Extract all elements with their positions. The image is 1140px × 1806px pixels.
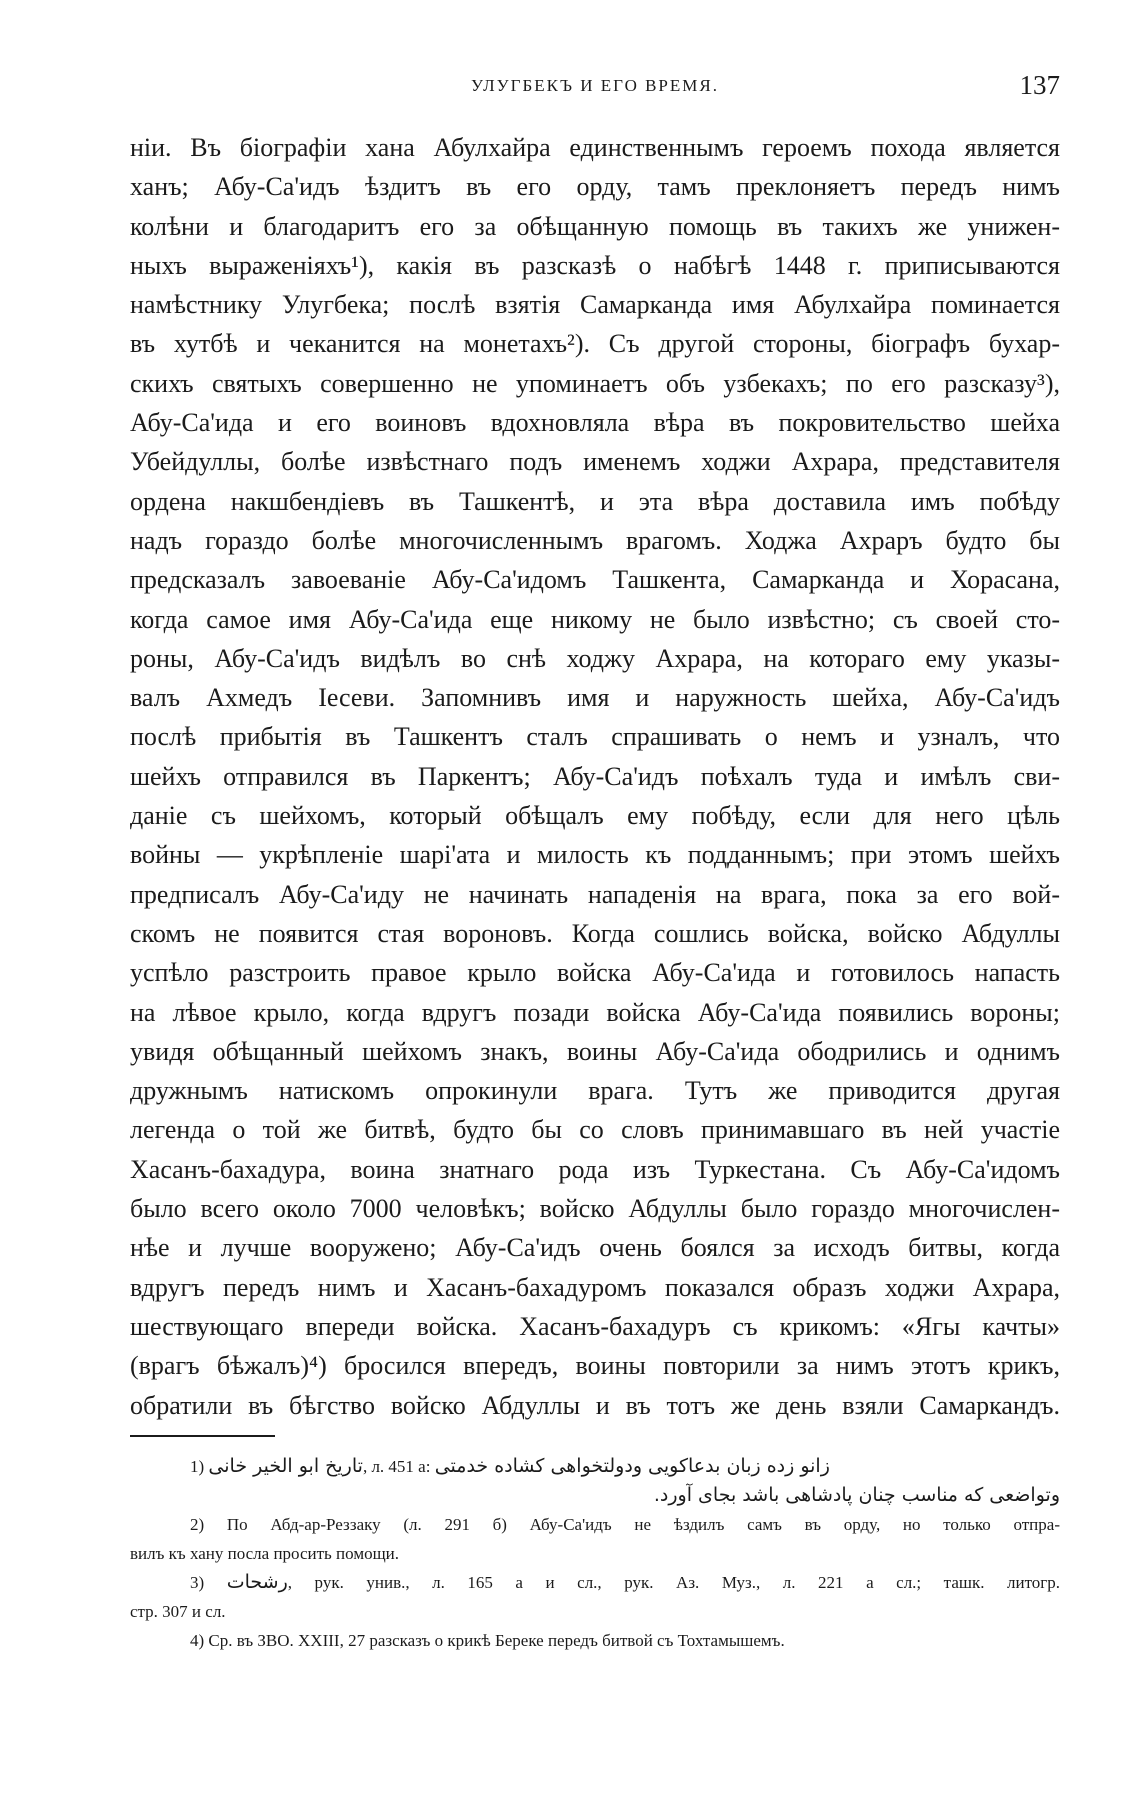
text-line: намѣстнику Улугбека; послѣ взятія Самарканда имя Абулхайра поминается [130,290,1060,320]
text-line: надъ гораздо болѣе многочисленнымъ врагомъ. Ходжа Ахраръ будто бы [130,525,1060,555]
text-line: ніи. Въ біографіи хана Абулхайра единственнымъ героемъ похода является [130,133,1060,162]
footnote-1-line-1 [130,1452,1060,1481]
text-line: скихъ святыхъ совершенно не упоминаетъ объ узбекахъ; по его разсказу³), [130,368,1060,398]
text-line: дружнымъ натискомъ опрокинули врага. Тутъ же приводится другая [130,1076,1060,1106]
footnote-1-arabic-title: تاريخ ابو الخير خانى [208,1455,363,1477]
footnote-1-line-2 [130,1481,1060,1510]
text-line: нѣе и лучше вооружено; Абу-Са'идъ очень боялся за исходъ битвы, когда [130,1233,1060,1263]
text-line: предписалъ Абу-Са'иду не начинать нападенія на врага, пока за его вой- [130,879,1060,909]
running-head [130,70,1060,110]
footnote-3-rest: , рук. унив., л. 165 а и сл., рук. Аз. Муз., л. 221 а сл.; ташк. литогр. [287,1573,1061,1592]
footnote-3-arabic-title: رشحات [226,1571,288,1593]
text-line: ордена накшбендіевъ въ Ташкентѣ, и эта вѣра доставила имъ побѣду [130,486,1060,516]
footnote-1-arabic-quote-1: زانو زده زبان بدعاكويى ودولتخواهى كشاده خدمتى [434,1455,830,1477]
page-number: 137 [1019,70,1060,100]
footnotes [130,1452,1060,1655]
text-line: было всего около 7000 человѣкъ; войско Абдуллы было гораздо многочислен- [130,1194,1060,1224]
text-line: ханъ; Абу-Са'идъ ѣздитъ въ его орду, тамъ преклоняетъ передъ нимъ [130,172,1060,202]
text-line: (врагъ бѣжалъ)⁴) бросился впередъ, воины повторили за нимъ этотъ крикъ, [130,1351,1060,1381]
text-line: въ хутбѣ и чеканится на монетахъ²). Съ другой стороны, біографъ бухар- [130,329,1060,359]
text-line: колѣни и благодаритъ его за обѣщанную помощь въ такихъ же унижен- [130,211,1060,241]
text-line: роны, Абу-Са'идъ видѣлъ во снѣ ходжу Ахрара, на котораго ему указы- [130,643,1060,673]
footnote-2-line-1: 2) По Абд-ар-Реззаку (л. 291 б) Абу-Са'идъ не ѣздилъ самъ въ орду, но только отпра- [190,1515,1060,1534]
text-line: легенда о той же битвѣ, будто бы со словъ принимавшаго въ ней участіе [130,1115,1060,1145]
text-line: шейхъ отправился въ Паркентъ; Абу-Са'идъ поѣхалъ туда и имѣлъ сви- [130,761,1060,791]
footnote-1-ref: , л. 451 а: [362,1457,431,1476]
running-title: УЛУГБЕКЪ И ЕГО ВРЕМЯ. [471,76,719,95]
text-line: вдругъ передъ нимъ и Хасанъ-бахадуромъ показался образъ ходжи Ахрара, [130,1272,1060,1302]
footnote-4-line-1: 4) Ср. въ ЗВО. XXIII, 27 разсказъ о крикѣ Береке передъ битвой съ Тохтамышемъ. [190,1631,785,1650]
body-text [130,128,1060,1425]
text-line: шествующаго впереди войска. Хасанъ-бахадуръ съ крикомъ: «Ягы качты» [130,1311,1060,1341]
text-line: ныхъ выраженіяхъ¹), какія въ разсказѣ о набѣгѣ 1448 г. приписываются [130,250,1060,280]
footnote-3-line-2: стр. 307 и сл. [130,1602,226,1621]
text-line: даніе съ шейхомъ, который обѣщалъ ему побѣду, если для него цѣль [130,801,1060,831]
text-line: валъ Ахмедъ Іесеви. Запомнивъ имя и наружность шейха, Абу-Са'идъ [130,683,1060,713]
footnote-3-number: 3) [190,1573,205,1592]
text-line: войны — укрѣпленіе шарі'ата и милость къ подданнымъ; при этомъ шейхъ [130,840,1060,870]
footnote-separator [130,1435,275,1437]
text-line: Абу-Са'ида и его воиновъ вдохновляла вѣра въ покровительство шейха [130,408,1060,438]
text-line: обратили въ бѣгство войско Абдуллы и въ тотъ же день взяли Самаркандъ. [130,1390,1060,1420]
footnote-1-number: 1) [190,1457,205,1476]
footnote-1-arabic-quote-2: وتواضعى كه مناسب چنان پادشاهى باشد بجاى آورد. [653,1484,1060,1506]
text-line: скомъ не появится стая вороновъ. Когда сошлись войска, войско Абдуллы [130,918,1060,948]
footnote-3-line-1 [130,1568,1060,1597]
footnote-2-line-2: вилъ къ хану посла просить помощи. [130,1544,400,1563]
text-line: Хасанъ-бахадура, воина знатнаго рода изъ Туркестана. Съ Абу-Са'идомъ [130,1154,1060,1184]
text-line: послѣ прибытія въ Ташкентъ сталъ спрашивать о немъ и узналъ, что [130,722,1060,752]
text-line: увидя обѣщанный шейхомъ знакъ, воины Абу-Са'ида ободрились и однимъ [130,1036,1060,1066]
text-line: когда самое имя Абу-Са'ида еще никому не было извѣстно; съ своей сто- [130,604,1060,634]
text-line: на лѣвое крыло, когда вдругъ позади войска Абу-Са'ида появились вороны; [130,997,1060,1027]
text-line: предсказалъ завоеваніе Абу-Са'идомъ Ташкента, Самарканда и Хорасана, [130,565,1060,595]
text-line: успѣло разстроить правое крыло войска Абу-Са'ида и готовилось напасть [130,958,1060,988]
text-line: Убейдуллы, болѣе извѣстнаго подъ именемъ ходжи Ахрара, представителя [130,447,1060,477]
